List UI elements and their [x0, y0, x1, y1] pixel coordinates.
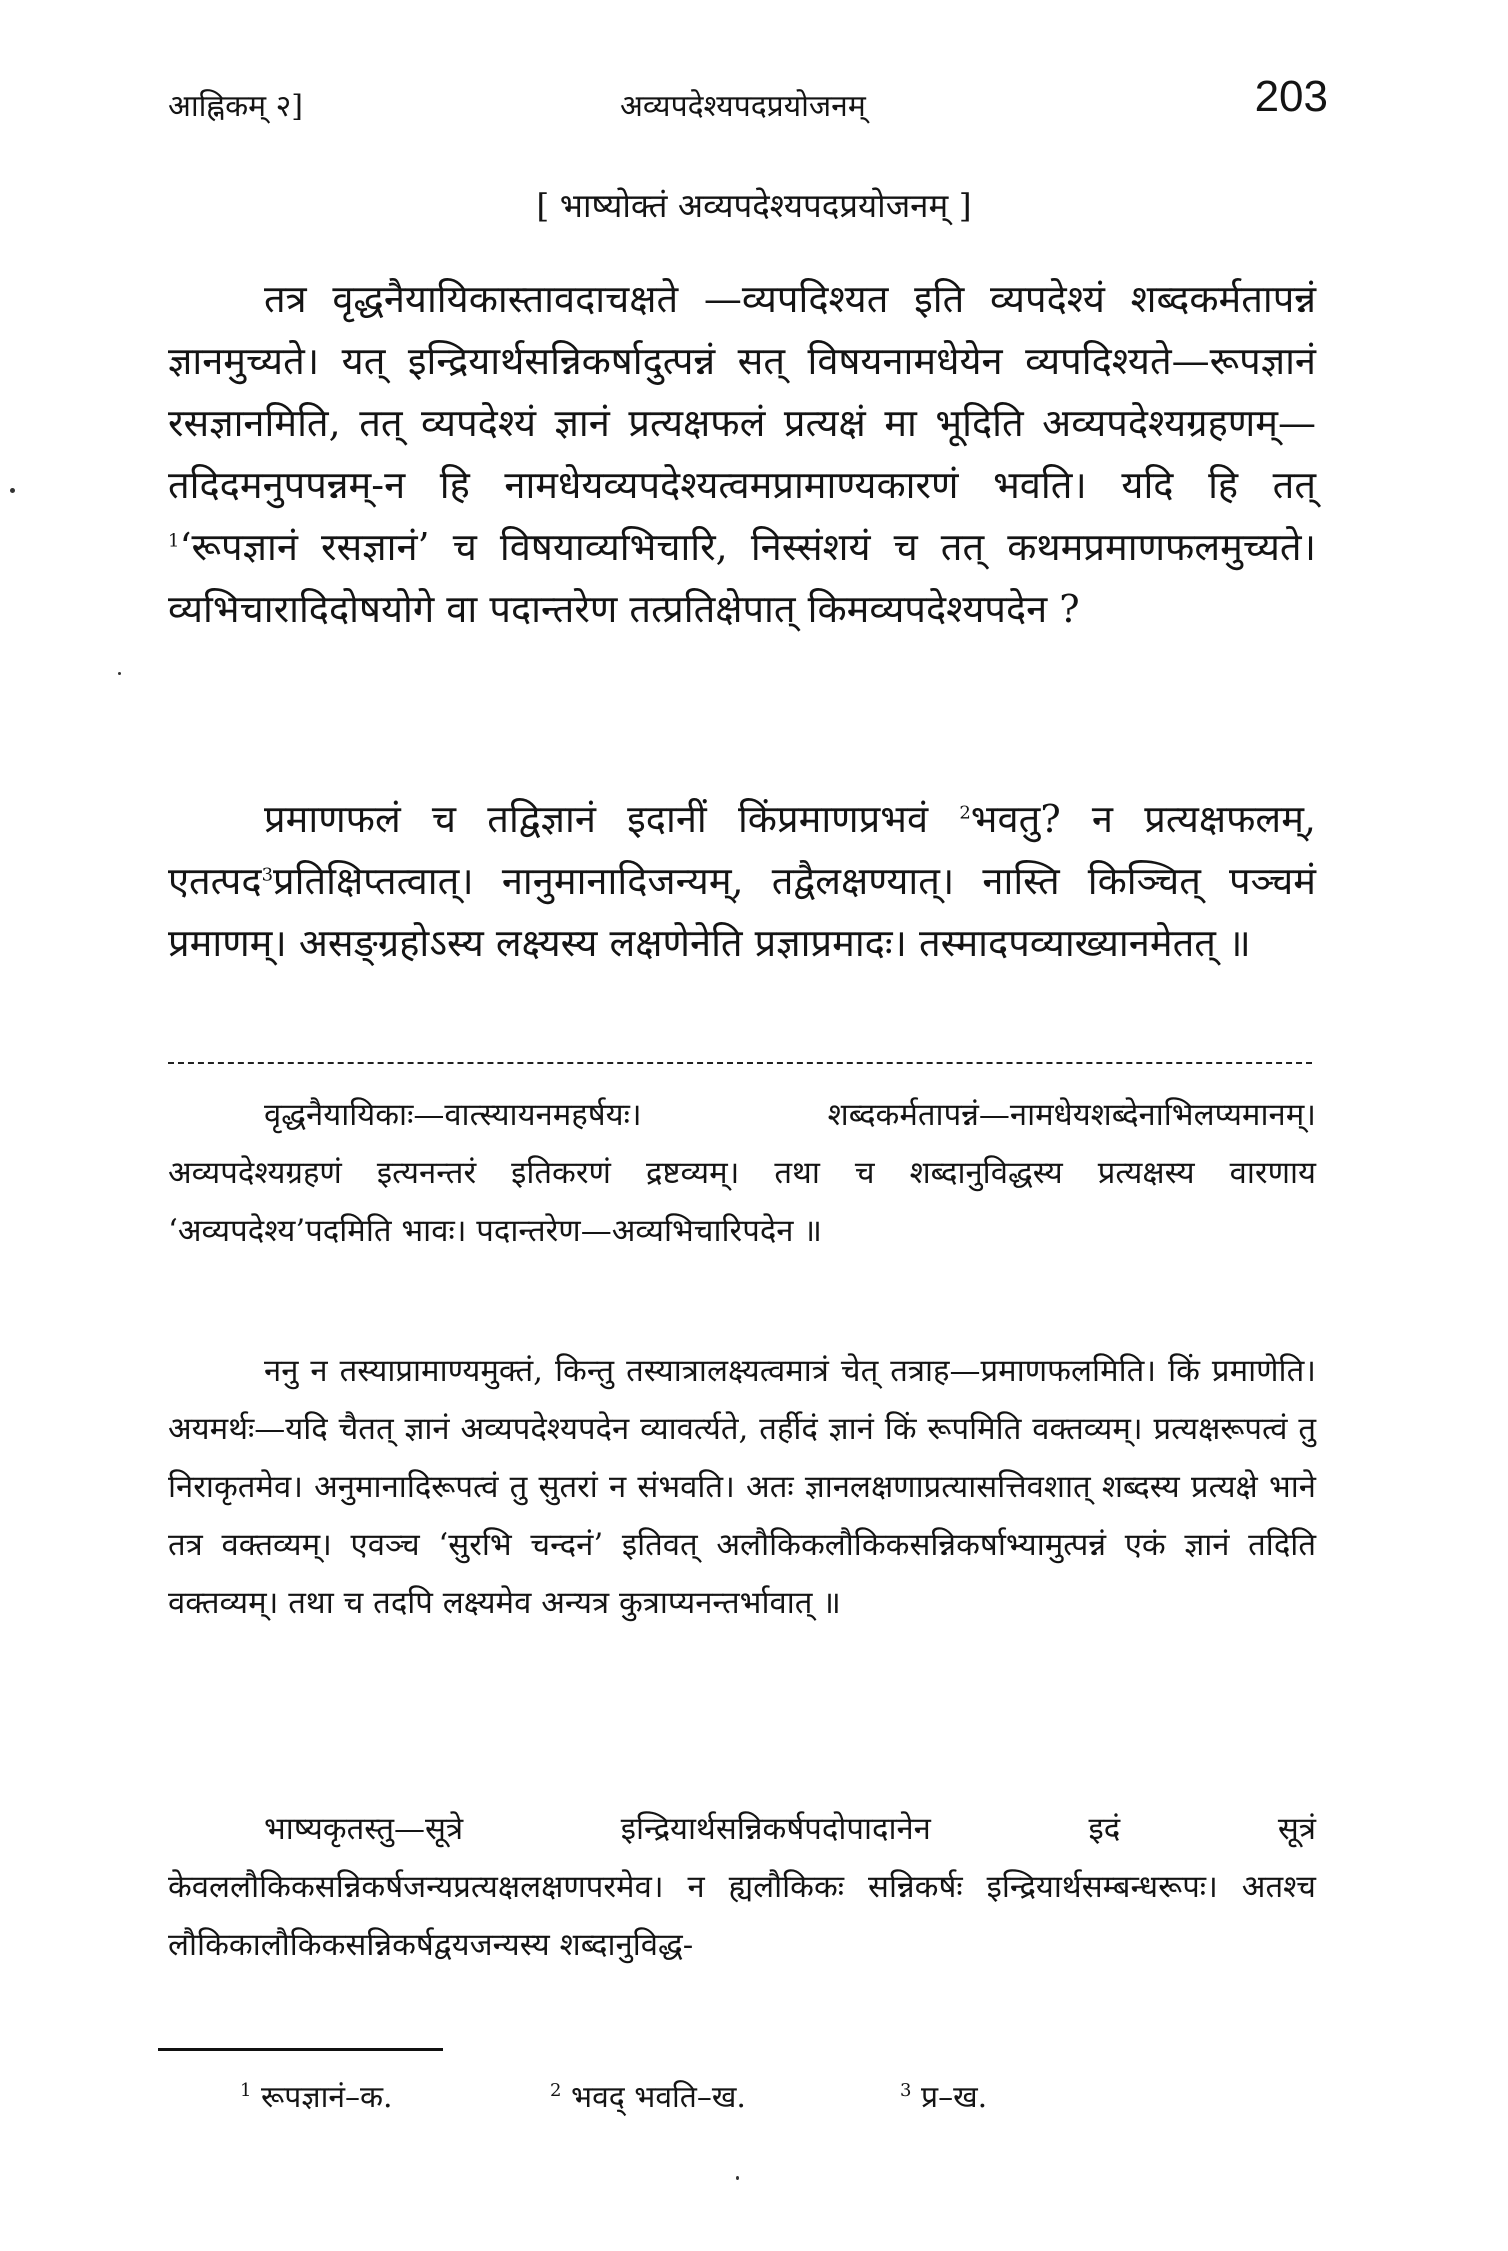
footnote-rule [158, 2048, 443, 2051]
paragraph-text: प्रति [273, 859, 327, 903]
paragraph-text: भवतु [970, 797, 1041, 841]
running-title: अव्यपदेश्यपदप्रयोजनम् [620, 89, 866, 124]
footnote-2 [550, 2075, 746, 2116]
paragraph-text: ? न प्रत्यक्षफलम्, एतत्पद [168, 797, 1316, 903]
running-header [160, 72, 1328, 138]
page-number: 203 [1254, 72, 1328, 121]
scan-speck [118, 672, 121, 675]
footnote-mark: 1 [240, 2080, 252, 2101]
footnote-marker: 3 [261, 864, 274, 886]
paragraph-text: तत्र वृद्धनैयायिकास्तावदाचक्षते —व्यपदिश्यत इति व्यपदेश्यं शब्दकर्मतापन्नं ज्ञानमुच्यते। यत् इन्द्रियार्थसन्निकर्षादुत्पन्नं सत् विषयनामधेयेन व्यपदिश्यते—रूपज्ञानं रसज्ञानमिति, तत् व्यपदेश्यं ज्ञानं प्रत्यक्षफलं प्रत्यक्षं मा भूदिति अव्यपदेश्यग्रहणम्—तदिदमनुपपन्नम्-न हि नामधेयव्यपदेश्यत्वमप्रामाण्यकारणं भवति। यदि हि तत् [168, 277, 1316, 507]
footnote-marker: 1 [168, 530, 180, 552]
footnote-text: भवद् भवति–ख. [571, 2080, 746, 2115]
footnote-1 [240, 2075, 393, 2116]
commentary-paragraph-1: वृद्धनैयायिकाः—वात्स्यायनमहर्षयः। शब्दकर्मतापन्नं—नामधेयशब्देनाभिलप्यमानम्। अव्यपदेश्यग्रहणं इत्यनन्तरं इतिकरणं द्रष्टव्यम्। तथा च शब्दानुविद्धस्य प्रत्यक्षस्य वारणाय ‘अव्यपदेश्य’पदमिति भावः। पदान्तरेण—अव्यभिचारिपदेन ॥ [168, 1097, 1316, 1249]
main-paragraph-2 [168, 788, 1316, 974]
chapter-label: आह्निकम् २] [168, 89, 303, 124]
footnote-marker: 2 [959, 802, 971, 824]
footnote-mark: 2 [550, 2080, 562, 2101]
scan-speck [10, 488, 15, 493]
main-paragraph-1 [168, 268, 1316, 640]
commentary-paragraph-3: भाष्यकृतस्तु—सूत्रे इन्द्रियार्थसन्निकर्षपदोपादानेन इदं सूत्रं केवललौकिकसन्निकर्षजन्यप्रत्यक्षलक्षणपरमेव। न ह्यलौकिकः सन्निकर्षः इन्द्रियार्थसम्बन्धरूपः। अतश्च लौकिकालौकिकसन्निकर्षद्वयजन्यस्य शब्दानुविद्ध- [168, 1811, 1316, 1963]
commentary-divider [168, 1062, 1312, 1064]
footnote-3 [900, 2075, 987, 2116]
footnote-text: प्र–ख. [921, 2080, 988, 2115]
paragraph-text: क्षिप्तत्वात्। नानुमानादिजन्यम्, तद्वैलक्षण्यात्। नास्ति किञ्चित् पञ्चमं प्रमाणम्। असङ्ग्रहोऽस्य लक्ष्यस्य लक्षणेनेति प्रज्ञाप्रमादः। तस्मादपव्याख्यानमेतत् ॥ [168, 859, 1316, 965]
paragraph-text: प्रमाणफलं च तद्विज्ञानं इदानीं किंप्रमाणप्रभवं [264, 797, 929, 841]
footnote-mark: 3 [900, 2080, 912, 2101]
commentary-paragraph-2: ननु न तस्याप्रामाण्यमुक्तं, किन्तु तस्यात्रालक्ष्यत्वमात्रं चेत् तत्राह—प्रमाणफलमिति। किं प्रमाणेति। अयमर्थः—यदि चैतत् ज्ञानं अव्यपदेश्यपदेन व्यावर्त्यते, तर्हीदं ज्ञानं किं रूपमिति वक्तव्यम्। प्रत्यक्षरूपत्वं तु निराकृतमेव। अनुमानादिरूपत्वं तु सुतरां न संभवति। अतः ज्ञानलक्षणाप्रत्यासत्तिवशात् शब्दस्य प्रत्यक्षे भाने तत्र वक्तव्यम्। एवञ्च ‘सुरभि चन्दनं’ इतिवत् अलौकिकलौकिकसन्निकर्षाभ्यामुत्पन्नं एकं ज्ञानं तदिति वक्तव्यम्। तथा च तदपि लक्ष्यमेव अन्यत्र कुत्राप्यनन्तर्भावात् ॥ [168, 1353, 1316, 1621]
paragraph-text: ‘रूपज्ञानं रसज्ञानं’ च विषयाव्यभिचारि, निस्संशयं च तत् कथमप्रमाणफलमुच्यते। व्यभिचारादिदोषयोगे वा पदान्तरेण तत्प्रतिक्षेपात् किमव्यपदेश्यपदेन ? [168, 525, 1316, 631]
footnote-text: रूपज्ञानं–क. [261, 2080, 393, 2115]
scan-speck [736, 2176, 739, 2180]
section-title: [ भाष्योक्तं अव्यपदेश्यपदप्रयोजनम् ] [536, 186, 972, 225]
